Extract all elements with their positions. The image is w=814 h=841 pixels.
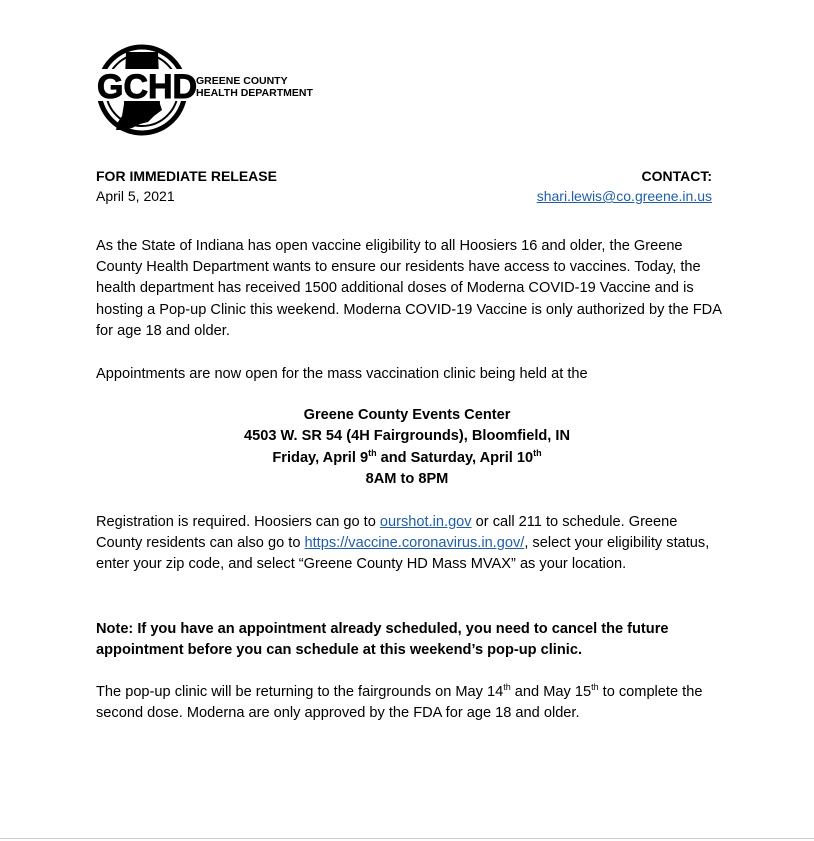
venue-address: 4503 W. SR 54 (4H Fairgrounds), Bloomfield, IN	[244, 428, 570, 445]
second-dose-text-2: and May 15	[510, 684, 592, 700]
vaccine-portal-link[interactable]: https://vaccine.coronavirus.in.gov/	[304, 535, 525, 552]
note-paragraph: Note: If you have an appointment already scheduled, you need to cancel the future appointment before you can schedule at this weekend’s pop-up clinic.	[96, 621, 669, 659]
venue-hours: 8AM to 8PM	[365, 470, 449, 487]
registration-text-3: , select your eligibility status, enter your zip code, and select “Greene County HD Mass MVAX” as your location.	[96, 535, 710, 573]
ourshot-link[interactable]: ourshot.in.gov	[379, 514, 472, 530]
registration-text-2: or call 211 to schedule. Greene County residents can also go to	[96, 514, 678, 552]
venue-dates-sup1: th	[368, 447, 377, 458]
venue-dates-sup2: th	[533, 447, 542, 458]
intro-paragraph: As the State of Indiana has open vaccine eligibility to all Hoosiers 16 and older, the Greene County Health Department wants to ensure our residents have access to vaccines. Today, the health department has received 1500 additional doses of Moderna COVID-19 Vaccine and is hosting a Pop-up Clinic this weekend. Moderna COVID-19 Vaccine is only authorized by the FDA for age 18 and older.	[96, 238, 722, 339]
release-header	[96, 166, 277, 206]
second-dose-sup2: th	[591, 682, 599, 693]
contact-email-link[interactable]: shari.lewis@co.greene.in.us	[536, 188, 712, 204]
appointments-paragraph: Appointments are now open for the mass vaccination clinic being held at the	[96, 366, 588, 382]
logo-letters: GCHD	[97, 68, 198, 106]
contact-label: CONTACT:	[641, 168, 712, 184]
second-dose-text-1: The pop-up clinic will be returning to the fairgrounds on May 14	[96, 684, 504, 700]
logo-org-line2: HEALTH DEPARTMENT	[196, 87, 313, 99]
gchd-logo	[96, 44, 326, 136]
venue-block	[96, 405, 718, 490]
contact-header	[537, 166, 712, 206]
registration-text-1: Registration is required. Hoosiers can go to	[96, 514, 380, 530]
second-dose-sup1: th	[503, 682, 511, 693]
venue-dates-part1: Friday, April 9	[272, 449, 369, 466]
second-dose-text-3: to complete the second dose. Moderna are only approved by the FDA for age 18 and older.	[96, 684, 703, 722]
venue-dates-part2: and Saturday, April 10	[376, 449, 534, 466]
venue-name: Greene County Events Center	[303, 407, 511, 423]
venue-dates	[96, 448, 718, 469]
logo-org-line1: GREENE COUNTY	[196, 75, 288, 87]
release-date: April 5, 2021	[96, 188, 175, 204]
page-bottom-divider	[0, 838, 814, 839]
second-dose-paragraph	[96, 682, 722, 724]
registration-paragraph	[96, 512, 722, 576]
gchd-logo-graphic	[96, 44, 326, 136]
release-label: FOR IMMEDIATE RELEASE	[96, 168, 277, 184]
